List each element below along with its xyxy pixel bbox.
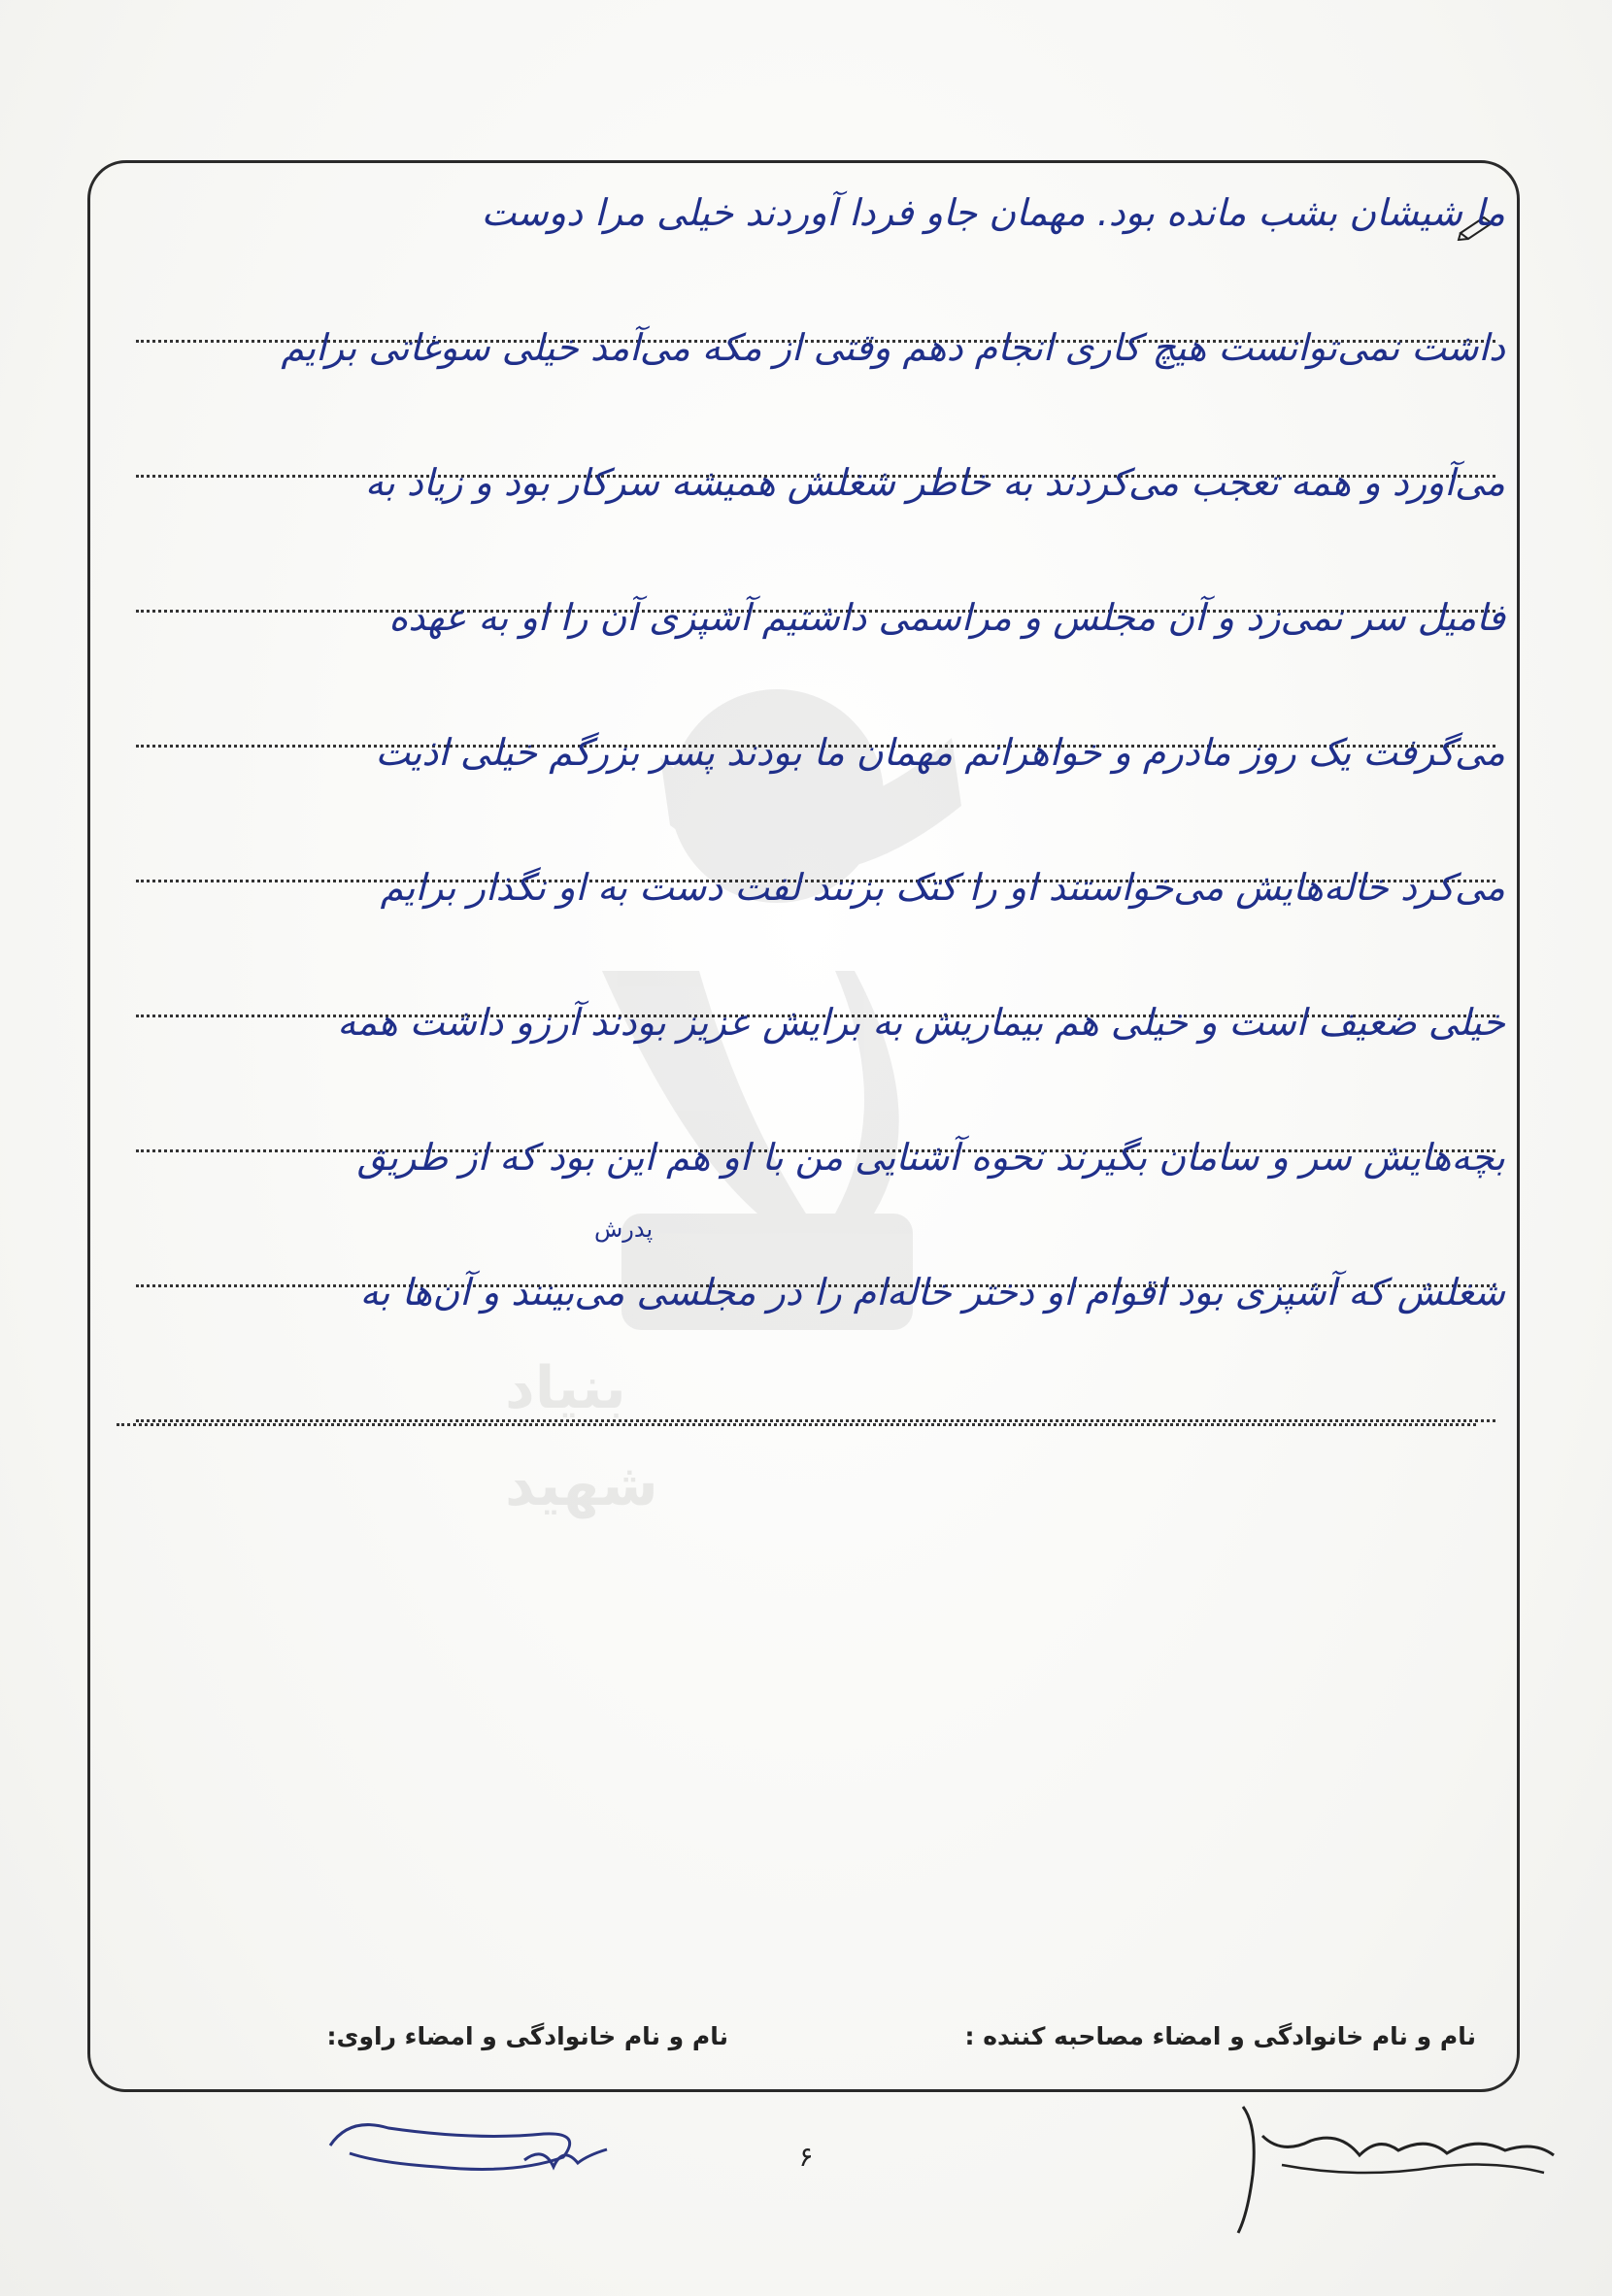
text-line xyxy=(107,866,1505,922)
text-line xyxy=(107,191,1505,248)
text-line xyxy=(107,731,1505,787)
interviewer-signature xyxy=(1204,2097,1573,2243)
handwritten-text: بچه‌هایش سر و سامان بگیرند نحوه آشنایی من با او هم این بود که از طریق xyxy=(356,1136,1505,1179)
handwritten-text: شغلش که آشپزی بود اقوام او دختر خاله‌ام را در مجلسی می‌بینند و آن‌ها به xyxy=(359,1271,1505,1314)
narrator-signature xyxy=(320,2107,612,2184)
text-line xyxy=(107,461,1505,517)
interviewer-signature-label: نام و نام خانوادگی و امضاء مصاحبه کننده : xyxy=(964,2022,1476,2050)
handwritten-text: ما شیشان بشب مانده بود. مهمان جاو فردا آوردند خیلی مرا دوست xyxy=(481,191,1505,234)
text-line xyxy=(107,1271,1505,1327)
handwritten-text: می‌آورد و همه تعجب می‌کردند به خاطر شغلش همیشه سرکار بود و زیاد به xyxy=(364,461,1505,504)
handwritten-text: خیلی ضعیف است و خیلی هم بیماریش به برایش عزیز بودند آرزو داشت همه xyxy=(337,1001,1505,1044)
narrator-signature-label: نام و نام خانوادگی و امضاء راوی: xyxy=(326,2022,728,2050)
text-line xyxy=(107,1001,1505,1057)
text-line xyxy=(107,1136,1505,1192)
page-frame xyxy=(87,160,1520,2092)
dotted-rule xyxy=(136,1419,1495,1422)
handwritten-text: فامیل سر نمی‌زد و آن مجلس و مراسمی داشتیم آشپزی آن را او به عهده xyxy=(388,596,1505,639)
dotted-rule xyxy=(117,1423,1476,1426)
page-number: ۶ xyxy=(798,2141,814,2173)
handwritten-text: می‌گرفت یک روز مادرم و خواهرانم مهمان ما بودند پسر بزرگم خیلی اذیت xyxy=(375,731,1505,774)
inserted-word: پدرش xyxy=(594,1215,654,1243)
handwritten-text: می‌کرد خاله‌هایش می‌خواستند او را کتک بزنند لفت دست به او نگذار برایم xyxy=(380,866,1505,909)
text-line xyxy=(107,326,1505,383)
handwritten-text: داشت نمی‌توانست هیچ کاری انجام دهم وقتی از مکه می‌آمد خیلی سوغاتی برایم xyxy=(281,326,1505,369)
text-line xyxy=(107,596,1505,652)
